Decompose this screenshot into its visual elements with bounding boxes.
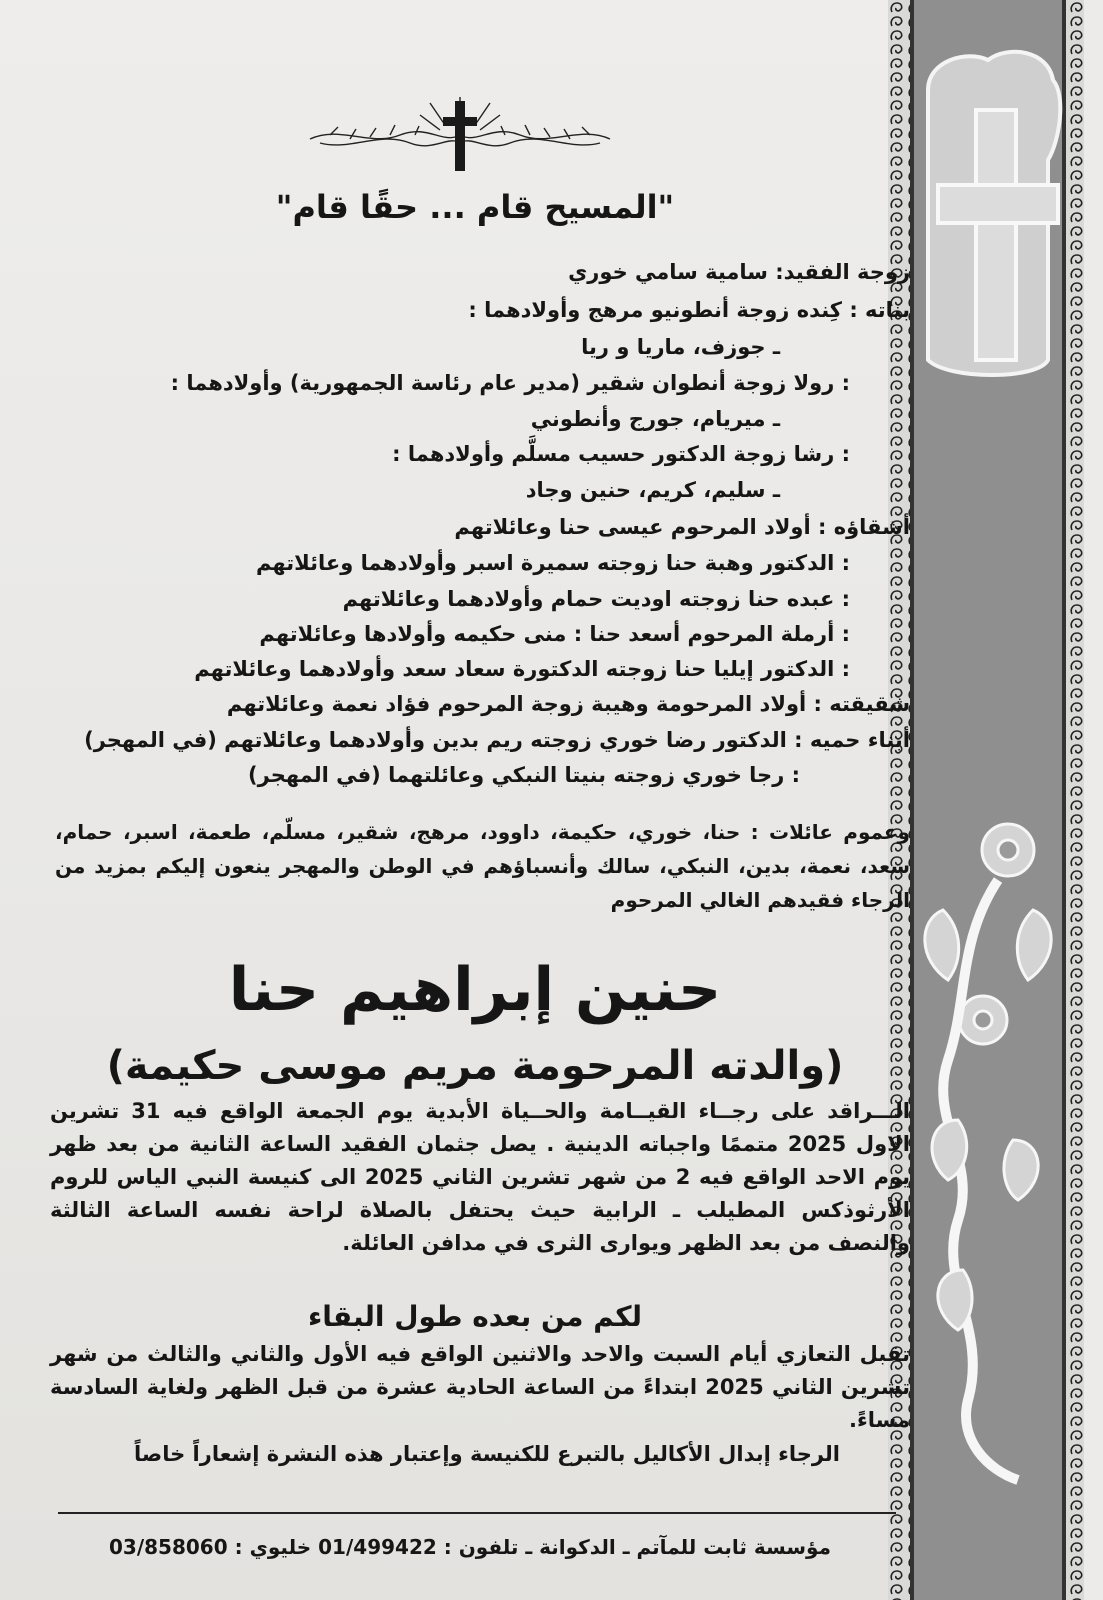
grandchildren-line: ـ ميريام، جورج وأنطوني xyxy=(530,407,780,431)
decorative-border xyxy=(888,0,1103,1600)
daughter-line: : رشا زوجة الدكتور حسيب مسلَّم وأولادهما : xyxy=(392,442,850,466)
mother-line: (والدته المرحومة مريم موسى حكيمة) xyxy=(106,1043,844,1089)
deceased-name: حنين إبراهيم حنا xyxy=(228,955,722,1025)
cross-ornament-icon xyxy=(300,95,620,175)
grandchildren-line: ـ جوزف، ماريا و ريا xyxy=(581,335,780,359)
footer-divider xyxy=(58,1512,896,1514)
families-paragraph: وعموم عائلات : حنا، خوري، حكيمة، داوود، مرهج، شقير، مسلّم، طعمة، اسبر، حمام، سعد، نعمة، بدين، النبكي، سالك وأنسباؤهم في الوطن والمهجر ينعون إليكم بمزيد من الرجاء فقيدهم الغالي المرحوم xyxy=(55,820,910,912)
brothers-line: : الدكتور وهبة حنا زوجته سميرة اسبر وأولادهما وعائلاتهم xyxy=(255,551,850,575)
motto-heading: "المسيح قام ... حقًا قام" xyxy=(275,188,675,226)
in-laws-line: أبناء حميه : الدكتور رضا خوري زوجته ريم بدين وأولادهما وعائلاتهم (في المهجر) xyxy=(84,728,910,752)
sister-line: شقيقته : أولاد المرحومة وهيبة زوجة المرحوم فؤاد نعمة وعائلاتهم xyxy=(226,692,910,716)
daughter-line: بناته : كِنده زوجة أنطونيو مرهج وأولادهما : xyxy=(468,298,910,322)
request-line: الرجاء إبدال الأكاليل بالتبرع للكنيسة وإعتبار هذه النشرة إشعاراً خاصاً xyxy=(134,1442,840,1466)
condolence-paragraph: تقبل التعازي أيام السبت والاحد والاثنين الواقع فيه الأول والثاني والثالث من شهر تشرين الثاني 2025 ابتداءً من الساعة الحادية عشرة من قبل الظهر ولغاية السادسة مساءً. xyxy=(50,1342,910,1432)
footer-contact: مؤسسة ثابت للمآتم ـ الدكوانة ـ تلفون : 01/499422 خليوي : 03/858060 xyxy=(109,1535,831,1559)
closing-line: لكم من بعده طول البقاء xyxy=(307,1300,643,1333)
brothers-line: أشقاؤه : أولاد المرحوم عيسى حنا وعائلاتهم xyxy=(454,515,910,539)
brothers-line: : عبده حنا زوجته اوديت حمام وأولادهما وعائلاتهم xyxy=(342,587,850,611)
in-laws-line: : رجا خوري زوجته بنيتا النبكي وعائلتهما (في المهجر) xyxy=(248,763,800,787)
wife-line: زوجة الفقيد: سامية سامي خوري xyxy=(568,260,910,284)
daughter-line: : رولا زوجة أنطوان شقير (مدير عام رئاسة الجمهورية) وأولادهما : xyxy=(170,371,850,395)
grandchildren-line: ـ سليم، كريم، حنين وجاد xyxy=(525,478,780,502)
brothers-line: : أرملة المرحوم أسعد حنا : منى حكيمه وأولادها وعائلاتهم xyxy=(259,622,850,646)
brothers-line: : الدكتور إيليا حنا زوجته الدكتورة سعاد سعد وأولادهما وعائلاتهم xyxy=(194,657,850,681)
funeral-paragraph: الـــراقد على رجــاء القيــامة والحــياة الأبدية يوم الجمعة الواقع فيه 31 تشرين الاول 2025 متممًا واجباته الدينية . يصل جثمان الفقيد الساعة الثانية من بعد ظهر يوم الاحد الواقع فيه 2 من شهر تشرين الثاني 2025 الى كنيسة النبي الياس للروم الأرثوذكس المطيلب ـ الرابية حيث يحتفل بالصلاة لراحة نفسه الساعة الثالثة والنصف من بعد الظهر ويوارى الثرى في مدافن العائلة. xyxy=(50,1099,911,1255)
